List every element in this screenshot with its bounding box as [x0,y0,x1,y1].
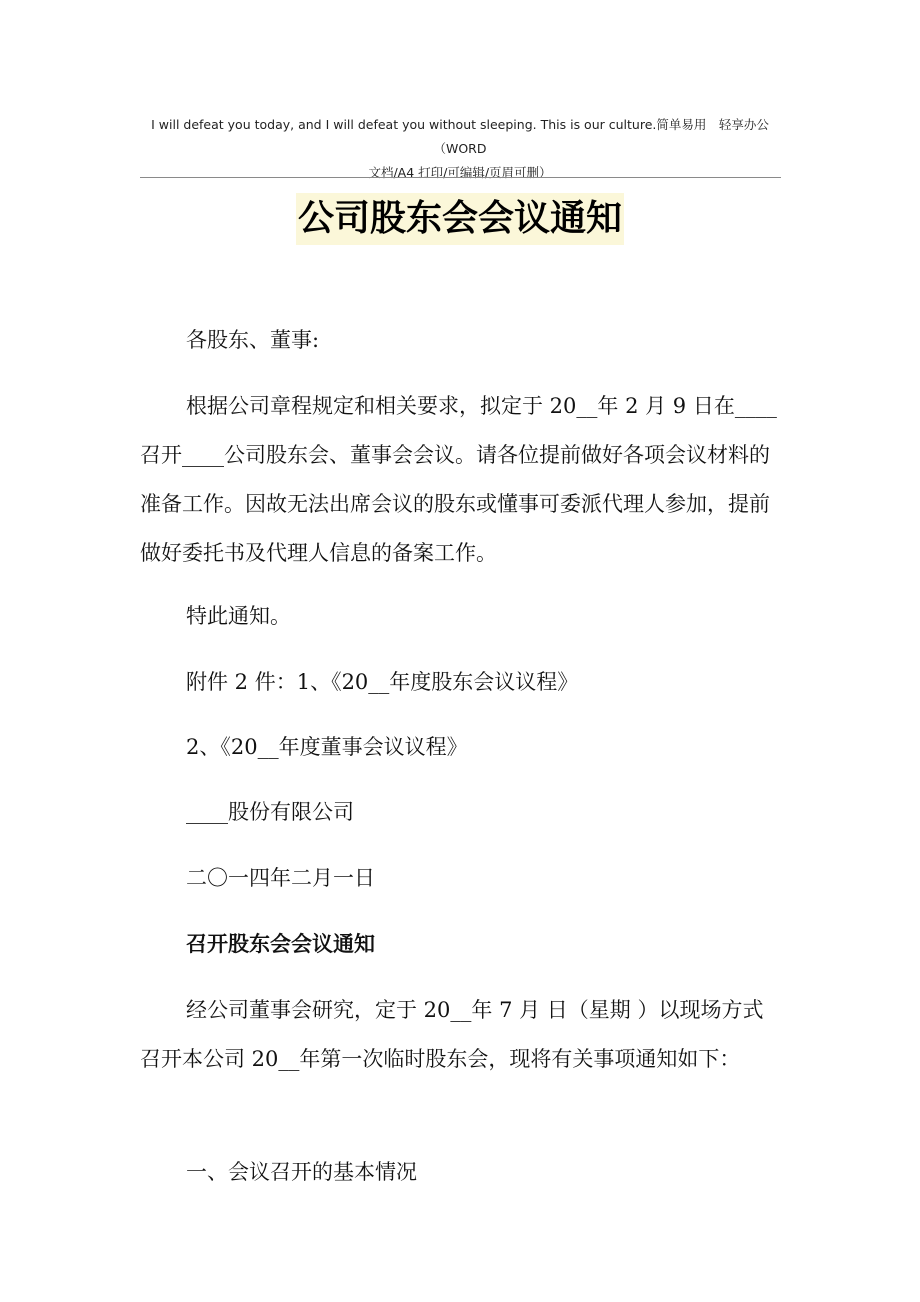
document-title: 公司股东会会议通知 [296,193,624,245]
document-date: 二〇一四年二月一日 [186,866,375,890]
section-heading: 召开股东会会议通知 [186,932,375,956]
title-container [0,193,920,245]
list-item-basic-info: 一、会议召开的基本情况 [186,1160,417,1184]
header-note-line-2: 文档/A4 打印/可编辑/页眉可删） [368,165,552,180]
body-paragraph-2 [140,986,780,1084]
page-header-note [140,113,780,185]
paragraph-meeting-arrangement: 根据公司章程规定和相关要求，拟定于 20__年 2 月 9 日在____召开____公司股东会、董事会会议。请各位提前做好各项会议材料的准备工作。因故无法出席会议的股东或懂事可委派代理人参加，提前做好委托书及代理人信息的备案工作。 [140,394,777,565]
attachment-line-1: 附件 2 件：1、《20__年度股东会议议程》 [186,670,579,694]
header-note-line-1: I will defeat you today, and I will defeat you without sleeping. This is our culture.简单易用 轻享办公（WORD [151,117,769,156]
paragraph-meeting-notice: 经公司董事会研究，定于 20__年 7 月 日（星期 ）以现场方式召开本公司 20__年第一次临时股东会，现将有关事项通知如下： [140,998,764,1071]
header-divider [140,177,781,178]
attachment-line-2: 2、《20__年度董事会议议程》 [186,735,468,759]
salutation: 各股东、董事: [186,328,320,352]
notice-line: 特此通知。 [186,604,291,628]
company-signature: ____股份有限公司 [186,800,354,824]
body-paragraph-1 [140,382,780,578]
